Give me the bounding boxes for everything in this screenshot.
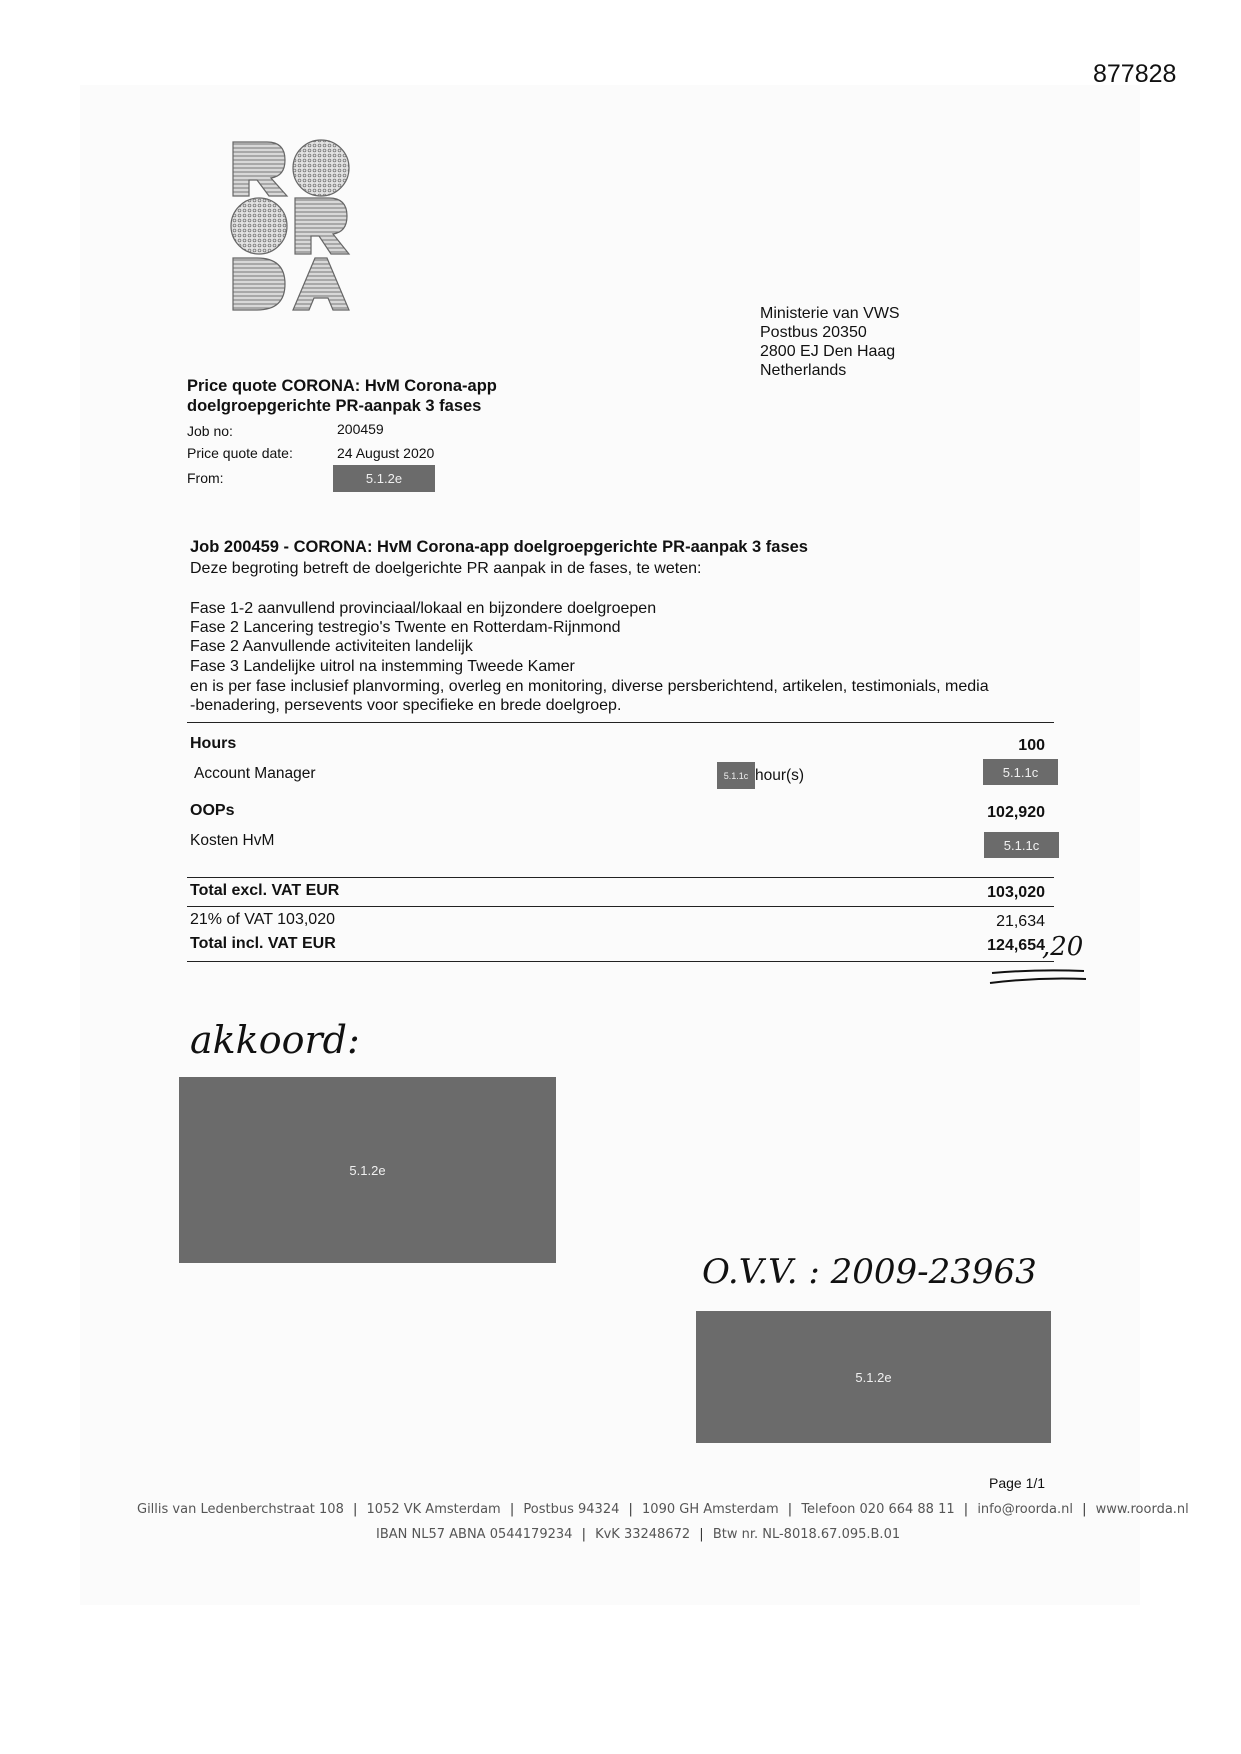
recipient-address bbox=[760, 304, 900, 380]
hours-total: 100 bbox=[1018, 737, 1045, 754]
signature-redaction: 5.1.2e bbox=[179, 1077, 556, 1263]
total-excl-value: 103,020 bbox=[987, 884, 1045, 901]
divider bbox=[187, 961, 1054, 962]
footer-item: 1052 VK Amsterdam bbox=[366, 1502, 501, 1517]
total-incl-label: Total incl. VAT EUR bbox=[190, 935, 336, 952]
phase-line: -benadering, persevents voor specifieke en brede doelgroep. bbox=[190, 697, 622, 714]
hours-unit-redaction: 5.1.1c bbox=[717, 762, 755, 789]
from-redaction: 5.1.2e bbox=[333, 465, 435, 492]
address-line: 2800 EJ Den Haag bbox=[760, 343, 896, 360]
total-incl-value: 124,654 bbox=[987, 937, 1045, 954]
stamp-redaction: 5.1.2e bbox=[696, 1311, 1051, 1443]
hours-unit-label: hour(s) bbox=[755, 767, 805, 784]
job-no-label: Job no: bbox=[187, 423, 233, 439]
oops-total: 102,920 bbox=[987, 804, 1045, 821]
hours-label: Hours bbox=[190, 735, 237, 752]
kosten-label: Kosten HvM bbox=[190, 832, 275, 849]
phase-line: en is per fase inclusief planvorming, overleg en monitoring, diverse persberichtend, artikelen, testimonials, media bbox=[190, 678, 989, 695]
quote-title-line: doelgroepgerichte PR-aanpak 3 fases bbox=[187, 397, 482, 415]
footer-item: Postbus 94324 bbox=[523, 1502, 620, 1517]
job-heading: Job 200459 - CORONA: HvM Corona-app doelgroepgerichte PR-aanpak 3 fases bbox=[190, 538, 808, 556]
phase-line: Fase 3 Landelijke uitrol na instemming Tweede Kamer bbox=[190, 658, 575, 675]
account-manager-label: Account Manager bbox=[194, 765, 316, 782]
footer-address-line: Gillis van Ledenberchstraat 108 | 1052 VK Amsterdam | Postbus 94324 | 1090 GH Amsterdam | Telefoon 020 664 88 11 | info@roorda.nl | www.roorda.nl bbox=[137, 1502, 1189, 1517]
kosten-redaction: 5.1.1c bbox=[984, 832, 1059, 858]
handwritten-cents: ,20 bbox=[1042, 932, 1084, 962]
job-no-value: 200459 bbox=[337, 421, 384, 437]
address-line: Netherlands bbox=[760, 362, 847, 379]
footer-bank-line: IBAN NL57 ABNA 0544179234 | KvK 33248672 | Btw nr. NL-8018.67.095.B.01 bbox=[376, 1527, 901, 1542]
total-excl-label: Total excl. VAT EUR bbox=[190, 882, 340, 899]
quote-date-value: 24 August 2020 bbox=[337, 445, 435, 461]
phase-line: Fase 2 Aanvullende activiteiten landelijk bbox=[190, 638, 473, 655]
account-manager-redaction: 5.1.1c bbox=[983, 759, 1058, 785]
vat-value: 21,634 bbox=[996, 913, 1045, 930]
quote-title-line: Price quote CORONA: HvM Corona-app bbox=[187, 377, 497, 395]
phase-line: Fase 2 Lancering testregio's Twente en Rotterdam-Rijnmond bbox=[190, 619, 621, 636]
quote-title bbox=[187, 376, 567, 416]
footer-website[interactable]: www.roorda.nl bbox=[1095, 1502, 1189, 1517]
job-intro: Deze begroting betreft de doelgerichte PR aanpak in de fases, te weten: bbox=[190, 560, 702, 577]
footer-item: Telefoon 020 664 88 11 bbox=[801, 1502, 955, 1517]
vat-label: 21% of VAT 103,020 bbox=[190, 911, 335, 928]
address-line: Postbus 20350 bbox=[760, 324, 867, 341]
quote-date-label: Price quote date: bbox=[187, 445, 293, 461]
handwritten-double-underline bbox=[988, 965, 1088, 989]
footer-item: Btw nr. NL-8018.67.095.B.01 bbox=[712, 1527, 901, 1542]
divider bbox=[187, 906, 1054, 907]
handwritten-akkoord: akkoord: bbox=[190, 1018, 360, 1062]
phase-line: Fase 1-2 aanvullend provinciaal/lokaal en bijzondere doelgroepen bbox=[190, 600, 657, 617]
document-number: 877828 bbox=[1093, 60, 1177, 88]
footer-item: KvK 33248672 bbox=[595, 1527, 691, 1542]
divider bbox=[187, 722, 1054, 723]
footer-item: IBAN NL57 ABNA 0544179234 bbox=[376, 1527, 573, 1542]
footer-item: 1090 GH Amsterdam bbox=[642, 1502, 779, 1517]
oops-label: OOPs bbox=[190, 802, 235, 819]
footer-item: Gillis van Ledenberchstraat 108 bbox=[137, 1502, 344, 1517]
page-number: Page 1/1 bbox=[989, 1475, 1046, 1491]
handwritten-ovv: O.V.V. : 2009-23963 bbox=[702, 1252, 1037, 1292]
divider bbox=[187, 877, 1054, 878]
address-line: Ministerie van VWS bbox=[760, 305, 900, 322]
roorda-logo-icon bbox=[227, 138, 353, 314]
footer-email[interactable]: info@roorda.nl bbox=[977, 1502, 1073, 1517]
from-label: From: bbox=[187, 470, 224, 486]
